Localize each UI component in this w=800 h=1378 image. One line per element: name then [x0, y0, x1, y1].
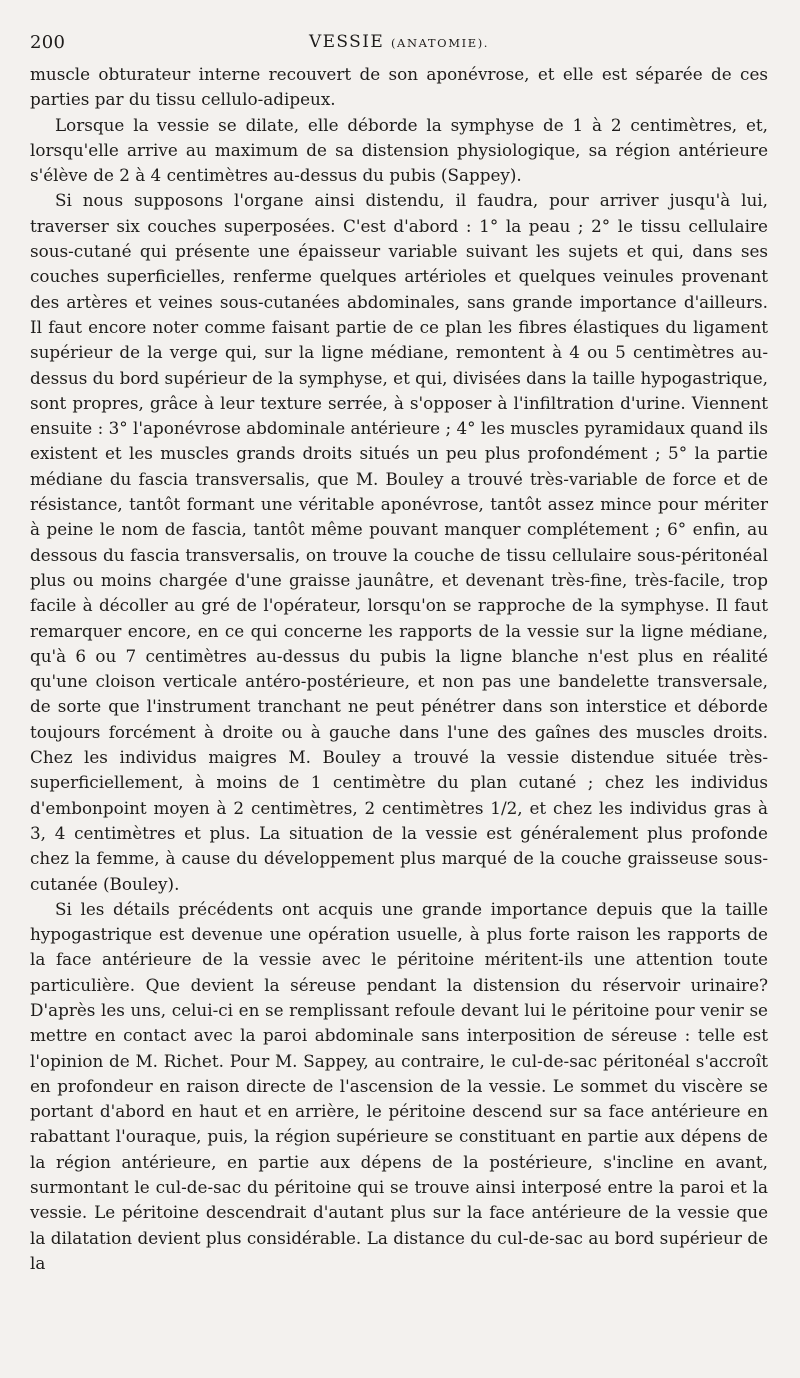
paragraph-peritoine: Si les détails précédents ont acquis une grande importance depuis que la taille hypogastrique est devenue une opération usuelle, à plus forte raison les rapports de la face antérieure de la vessie avec le péritoine méritent-ils une attention toute particulière. Que devient la séreuse pendant la distension du réservoir urinaire? D'après les uns, celui-ci en se remplissant refoule devant lui le péritoine pour venir se mettre en contact avec la paroi abdominale sans interposition de séreuse : telle est l'opinion de M. Richet. Pour M. Sappey, au contraire, le cul-de-sac péritonéal s'accroît en profondeur en raison directe de l'ascension de la vessie. Le sommet du viscère se portant d'abord en haut et en arrière, le péritoine descend sur sa face antérieure en rabattant l'ouraque, puis, la région supérieure se constituant en partie aux dépens de la région antérieure, en partie aux dépens de la postérieure, s'incline en avant, surmontant le cul-de-sac du péritoine qui se trouve ainsi interposé entre la paroi et la vessie. Le péritoine descendrait d'autant plus sur la face antérieure de la vessie que la dilatation devient plus considérable. La distance du cul-de-sac au bord supérieur de la: [30, 898, 768, 1273]
running-title: [30, 32, 768, 52]
running-title-sub: (ANATOMIE).: [390, 36, 490, 50]
paragraph-couches: Si nous supposons l'organe ainsi distendu, il faudra, pour arriver jusqu'à lui, traverser six couches superposées. C'est d'abord : 1° la peau ; 2° le tissu cellulaire sous-cutané qui présente une épaisseur variable suivant les sujets et qui, dans ses couches superficielles, renferme quelques artérioles et quelques veinules provenant des artères et veines sous-cutanées abdominales, sans grande importance d'ailleurs. Il faut encore noter comme faisant partie de ce plan les fibres élastiques du ligament supérieur de la verge qui, sur la ligne médiane, remontent à 4 ou 5 centimètres au-dessus du bord supérieur de la symphyse, et qui, divisées dans la taille hypogastrique, sont propres, grâce à leur texture serrée, à s'opposer à l'infiltration d'urine. Viennent ensuite : 3° l'aponévrose abdominale antérieure ; 4° les muscles pyramidaux quand ils existent et les muscles grands droits situés un peu plus profondément ; 5° la partie médiane du fascia transversalis, que M. Bouley a trouvé très-variable de force et de résistance, tantôt formant une véritable aponévrose, tantôt assez mince pour mériter à peine le nom de fascia, tantôt même pouvant manquer complétement ; 6° enfin, au dessous du fascia transversalis, on trouve la couche de tissu cellulaire sous-péritonéal plus ou moins chargée d'une graisse jaunâtre, et devenant très-fine, très-facile, trop facile à décoller au gré de l'opérateur, lorsqu'on se rapproche de la symphyse. Il faut remarquer encore, en ce qui concerne les rapports de la vessie sur la ligne médiane, qu'à 6 ou 7 centimètres au-dessus du pubis la ligne blanche n'est plus en réalité qu'une cloison verticale antéro-postérieure, et non pas une bandelette transversale, de sorte que l'instrument tranchant ne peut pénétrer dans son interstice et déborde toujours forcément à droite ou à gauche dans l'une des gaînes des muscles droits. Chez les individus maigres M. Bouley a trouvé la vessie distendue située très-superficiellement, à moins de 1 centimètre du plan cutané ; chez les individus d'embonpoint moyen à 2 centimètres, 2 centimètres 1/2, et chez les individus gras à 3, 4 centimètres et plus. La situation de la vessie est généralement plus profonde chez la femme, à cause du développement plus marqué de la couche graisseuse sous-cutanée (Bouley).: [30, 190, 768, 894]
paragraph-continuation: muscle obturateur interne recouvert de son aponévrose, et elle est séparée de ces parties par du tissu cellulo-adipeux.: [30, 64, 768, 110]
running-title-main: VESSIE: [308, 32, 385, 52]
page-number: 200: [30, 32, 66, 53]
body-text: [30, 62, 768, 1276]
page: [30, 26, 768, 1276]
paragraph-dilatation: Lorsque la vessie se dilate, elle déborde la symphyse de 1 à 2 centimètres, et, lorsqu'elle arrive au maximum de sa distension physiologique, sa région antérieure s'élève de 2 à 4 centimètres au-dessus du pubis (Sappey).: [30, 114, 768, 186]
running-header: [30, 26, 768, 58]
